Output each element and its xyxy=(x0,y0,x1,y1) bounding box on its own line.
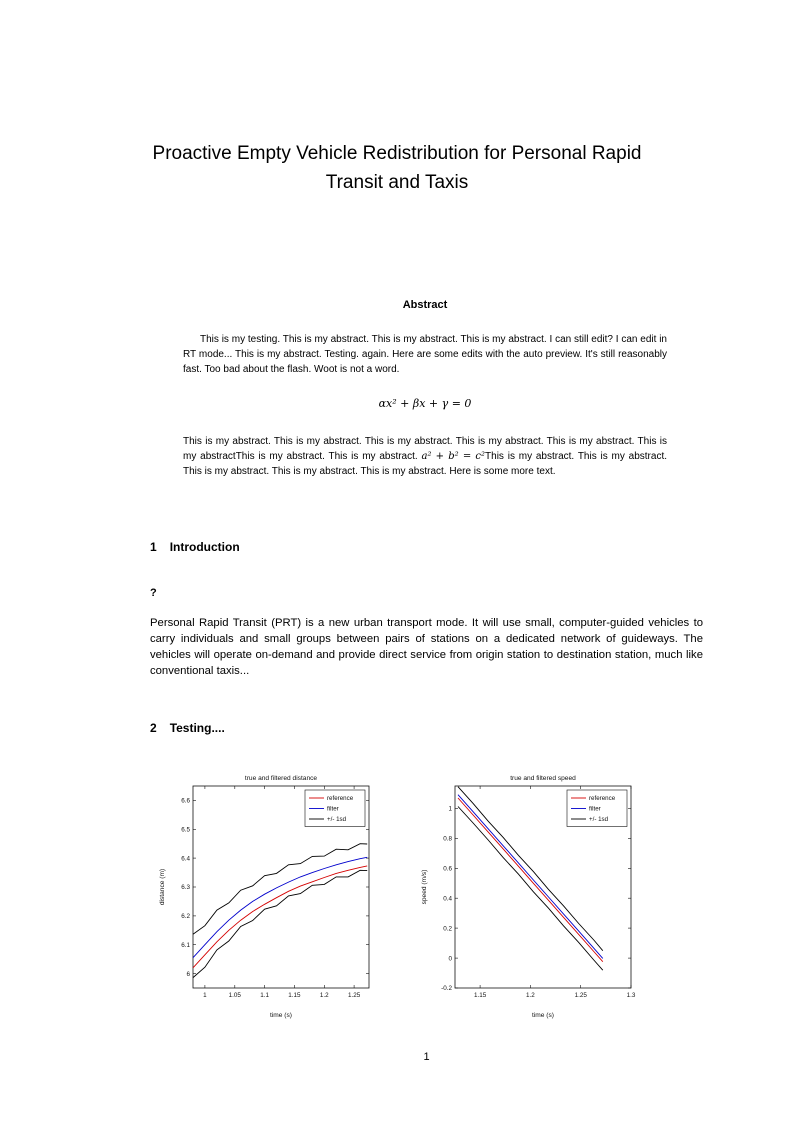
legend-label: filter xyxy=(327,805,339,813)
x-axis-label: time (s) xyxy=(270,1012,292,1019)
series-reference xyxy=(193,866,367,968)
chart-title: true and filtered distance xyxy=(244,775,318,782)
abstract-paragraph-1: This is my testing. This is my abstract. This is my abstract. This is my abstract. I can still edit? I can edit in RT mode... This is my abstract. Testing. again. Here are some edits with the auto preview. It's still reasonably fast. Too bad about the flash. Woot is not a word. xyxy=(183,334,667,375)
x-tick-label: 1.1 xyxy=(260,992,269,999)
y-tick-label: 0.6 xyxy=(443,865,452,873)
section-1-number: 1 xyxy=(150,540,157,554)
series-sd-lower xyxy=(458,807,603,971)
page-number: 1 xyxy=(423,1051,430,1063)
y-tick-label: 0.8 xyxy=(443,835,452,843)
y-tick-label: -0.2 xyxy=(441,985,452,993)
y-axis-label: speed (m/s) xyxy=(421,869,428,905)
legend-label: filter xyxy=(589,805,601,813)
y-tick-label: 6.2 xyxy=(181,913,190,921)
y-tick-label: 6.1 xyxy=(181,941,190,949)
legend-label: reference xyxy=(589,795,616,803)
y-tick-label: 1 xyxy=(448,805,452,813)
speed-chart xyxy=(417,770,639,1022)
section-2-number: 2 xyxy=(150,721,157,735)
abstract-paragraph-2 xyxy=(183,434,667,479)
abstract-paragraph-2-text-a: This is my abstract. This is my abstract. This is my abstract. This is my abstract. This is my abstract. This is my abstractThis is my abstract. This is my abstract. xyxy=(183,436,667,462)
y-tick-label: 0.2 xyxy=(443,925,452,933)
legend-label: +/- 1sd xyxy=(327,816,347,824)
introduction-paragraph: Personal Rapid Transit (PRT) is a new urban transport mode. It will use small, computer-guided vehicles to carry individuals and small groups between pairs of stations on a dedicated network of guideways. The vehicles will operate on-demand and provide direct service from origin station to destination station, much like conventional taxis... xyxy=(150,617,703,677)
figures-row xyxy=(0,770,794,1022)
y-tick-label: 0.4 xyxy=(443,895,452,903)
distance-chart xyxy=(155,770,377,1022)
legend-label: reference xyxy=(327,795,354,803)
x-tick-label: 1.2 xyxy=(526,992,535,999)
x-tick-label: 1.15 xyxy=(288,992,301,999)
x-tick-label: 1.05 xyxy=(228,992,241,999)
paper-title: Proactive Empty Vehicle Redistribution for Personal Rapid Transit and Taxis xyxy=(152,143,642,193)
x-tick-label: 1.25 xyxy=(347,992,361,999)
section-heading-introduction xyxy=(150,540,240,554)
x-tick-label: 1.3 xyxy=(626,992,636,999)
abstract-heading: Abstract xyxy=(402,299,448,311)
section-heading-testing xyxy=(150,721,225,735)
x-tick-label: 1.15 xyxy=(473,992,487,999)
legend-label: +/- 1sd xyxy=(589,816,609,824)
x-tick-label: 1 xyxy=(203,992,207,999)
x-tick-label: 1.25 xyxy=(574,992,587,999)
y-tick-label: 6 xyxy=(186,970,190,978)
series-sd-upper xyxy=(193,844,367,935)
y-axis-label: distance (m) xyxy=(159,868,166,906)
y-tick-label: 6.4 xyxy=(181,855,190,863)
section-2-title: Testing.... xyxy=(169,721,225,735)
display-equation: αx² + βx + γ = 0 xyxy=(378,397,472,410)
x-axis-label: time (s) xyxy=(532,1012,554,1019)
section-1-title: Introduction xyxy=(169,540,240,554)
x-tick-label: 1.2 xyxy=(319,992,329,999)
y-tick-label: 6.3 xyxy=(181,884,190,892)
abstract-paragraph-2-text-b: This is my abstract. This is my abstract. This is my abstract. This is my abstract. This is my abstract. Here is some more text. xyxy=(183,451,668,477)
chart-title: true and filtered speed xyxy=(510,775,576,782)
abstract-section xyxy=(183,299,667,479)
y-tick-label: 6.5 xyxy=(181,826,190,834)
y-tick-label: 6.6 xyxy=(181,797,190,805)
inline-equation: a² + b² = c² xyxy=(421,451,486,462)
y-tick-label: 0 xyxy=(448,955,452,963)
question-subheading: ? xyxy=(150,587,157,599)
